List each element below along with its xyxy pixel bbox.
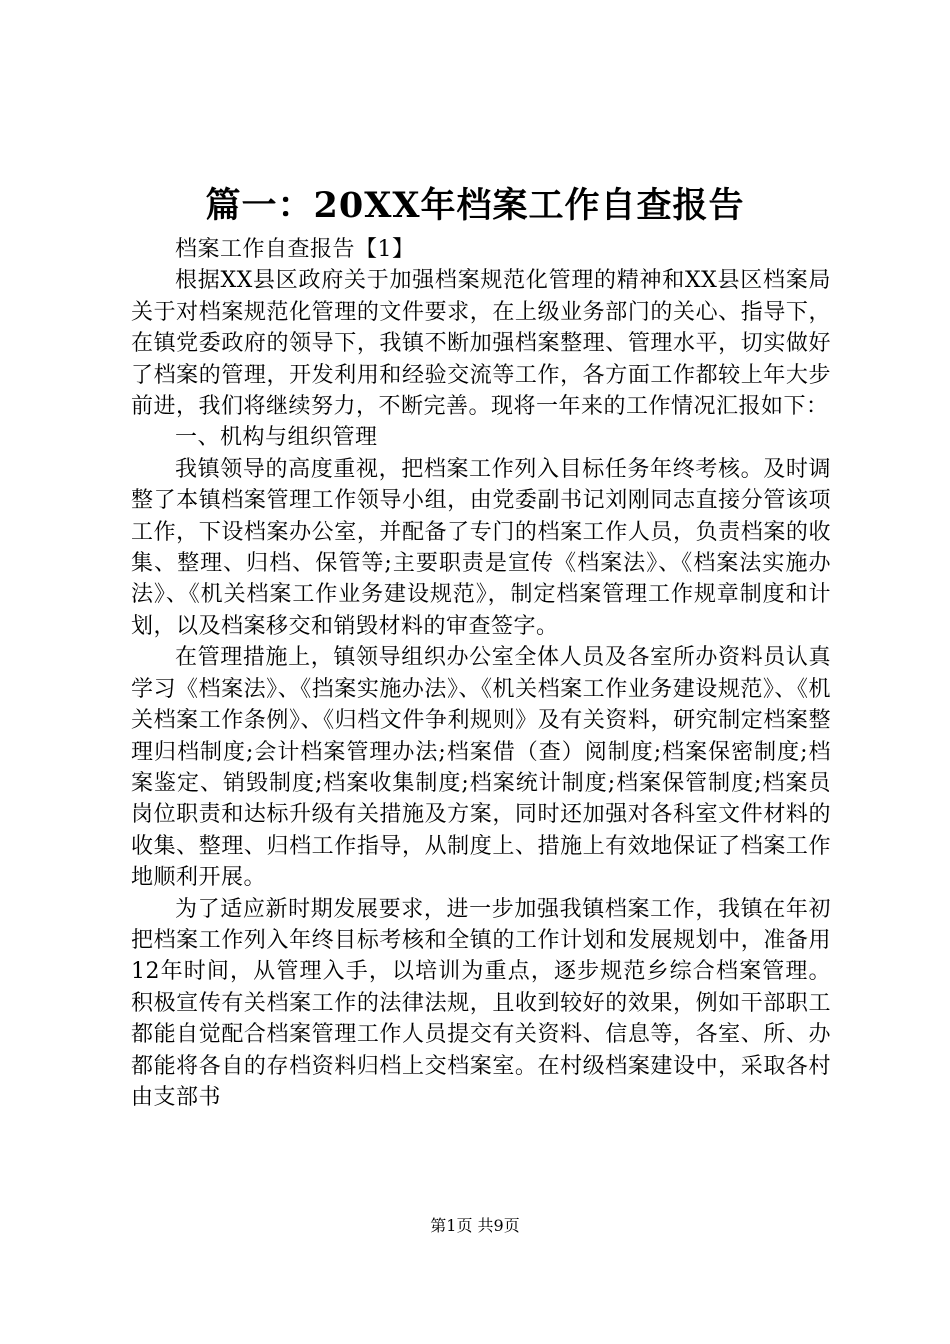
document-body — [131, 234, 831, 1113]
paragraph-intro: 根据XX县区政府关于加强档案规范化管理的精神和XX县区档案局关于对档案规范化管理的文件要求，在上级业务部门的关心、指导下，在镇党委政府的领导下，我镇不断加强档案整理、管理水平，切实做好了档案的管理，开发利用和经验交流等工作，各方面工作都较上年大步前进，我们将继续努力，不断完善。现将一年来的工作情况汇报如下： — [131, 268, 831, 420]
paragraph-leadership: 我镇领导的高度重视，把档案工作列入目标任务年终考核。及时调整了本镇档案管理工作领导小组，由党委副书记刘刚同志直接分管该项工作，下设档案办公室，并配备了专门的档案工作人员，负责档案的收集、整理、归档、保管等;主要职责是宣传《档案法》、《档案法实施办法》、《机关档案工作业务建设规范》，制定档案管理工作规章制度和计划，以及档案移交和销毁材料的审查签字。 — [131, 456, 831, 639]
paragraph-development: 为了适应新时期发展要求，进一步加强我镇档案工作，我镇在年初把档案工作列入年终目标考核和全镇的工作计划和发展规划中，准备用12年时间，从管理入手，以培训为重点，逐步规范乡综合档案管理。积极宣传有关档案工作的法律法规，且收到较好的效果，例如干部职工都能自觉配合档案管理工作人员提交有关资料、信息等，各室、所、办都能将各自的存档资料归档上交档案室。在村级档案建设中，采取各村由支部书 — [131, 896, 831, 1110]
page-footer: 第1页 共9页 — [430, 1216, 520, 1235]
paragraph-management-measures: 在管理措施上，镇领导组织办公室全体人员及各室所办资料员认真学习《档案法》、《挡案实施办法》、《机关档案工作业务建设规范》、《机关档案工作条例》、《归档文件争利规则》及有关资料，研究制定档案整理归档制度;会计档案管理办法;档案借（查）阅制度;档案保密制度;档案鉴定、销毁制度;档案收集制度;档案统计制度;档案保管制度;档案员岗位职责和达标升级有关措施及方案，同时还加强对各科室文件材料的收集、整理、归档工作指导，从制度上、措施上有效地保证了档案工作地顺利开展。 — [131, 645, 831, 891]
section-heading-organization: 一、机构与组织管理 — [175, 425, 378, 451]
document-title: 篇一：20XX年档案工作自查报告 — [205, 185, 745, 226]
paragraph-subtitle: 档案工作自查报告【1】 — [175, 237, 415, 262]
